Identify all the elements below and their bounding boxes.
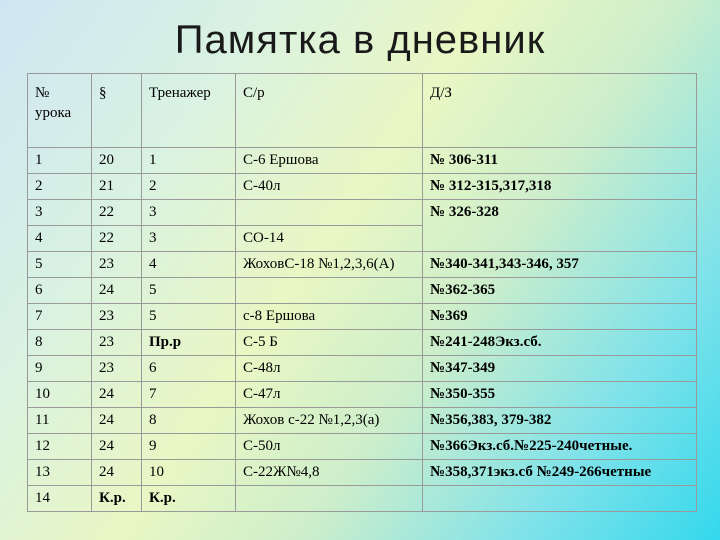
cell-lesson: 5: [28, 252, 92, 278]
cell-paragraph: 23: [92, 252, 142, 278]
table-row: [28, 304, 697, 330]
cell-trainer: 5: [142, 278, 236, 304]
cell-paragraph: 23: [92, 330, 142, 356]
cell-dz: [423, 486, 697, 512]
cell-sr: [236, 200, 423, 226]
table-row: [28, 252, 697, 278]
cell-dz: №369: [423, 304, 697, 330]
page-title: Памятка в дневник: [174, 18, 546, 62]
header-lesson-number-line2: урока: [35, 105, 72, 121]
cell-lesson: 7: [28, 304, 92, 330]
cell-lesson: 11: [28, 408, 92, 434]
cell-trainer: 10: [142, 460, 236, 486]
cell-lesson: 10: [28, 382, 92, 408]
header-lesson-number-line1: №: [35, 85, 50, 101]
cell-dz: №356,383, 379-382: [423, 408, 697, 434]
cell-trainer: 9: [142, 434, 236, 460]
cell-trainer: 3: [142, 200, 236, 226]
table-row: [28, 486, 697, 512]
cell-sr: С-47л: [236, 382, 423, 408]
cell-paragraph: 24: [92, 382, 142, 408]
cell-dz: №366Экз.сб.№225-240четные.: [423, 434, 697, 460]
cell-lesson: 8: [28, 330, 92, 356]
cell-lesson: 1: [28, 148, 92, 174]
cell-sr: ЖоховС-18 №1,2,3,6(А): [236, 252, 423, 278]
cell-paragraph: 22: [92, 200, 142, 226]
table-row: [28, 148, 697, 174]
cell-dz: № 312-315,317,318: [423, 174, 697, 200]
table-row: [28, 200, 697, 226]
cell-paragraph: 22: [92, 226, 142, 252]
cell-paragraph: 24: [92, 434, 142, 460]
table-row: [28, 174, 697, 200]
cell-trainer: К.р.: [142, 486, 236, 512]
cell-lesson: 9: [28, 356, 92, 382]
table-header-row: [28, 74, 697, 148]
table-row: [28, 356, 697, 382]
cell-paragraph: 23: [92, 304, 142, 330]
table-row: [28, 382, 697, 408]
cell-dz: №350-355: [423, 382, 697, 408]
cell-trainer: 4: [142, 252, 236, 278]
cell-dz: №362-365: [423, 278, 697, 304]
header-paragraph: §: [92, 74, 142, 148]
cell-trainer: 5: [142, 304, 236, 330]
cell-lesson: 13: [28, 460, 92, 486]
cell-dz: №340-341,343-346, 357: [423, 252, 697, 278]
table-row: [28, 460, 697, 486]
table-row: [28, 330, 697, 356]
cell-sr: С-50л: [236, 434, 423, 460]
cell-dz: №241-248Экз.сб.: [423, 330, 697, 356]
cell-trainer: 1: [142, 148, 236, 174]
cell-lesson: 6: [28, 278, 92, 304]
cell-sr: с-8 Ершова: [236, 304, 423, 330]
cell-trainer: 6: [142, 356, 236, 382]
header-sr: С/р: [236, 74, 423, 148]
cell-lesson: 2: [28, 174, 92, 200]
cell-sr: Жохов с-22 №1,2,3(а): [236, 408, 423, 434]
cell-dz: №347-349: [423, 356, 697, 382]
cell-lesson: 3: [28, 200, 92, 226]
cell-sr: С-48л: [236, 356, 423, 382]
cell-lesson: 12: [28, 434, 92, 460]
cell-lesson: 4: [28, 226, 92, 252]
cell-sr: [236, 486, 423, 512]
schedule-table: [27, 73, 697, 512]
cell-sr: СО-14: [236, 226, 423, 252]
header-trainer: Тренажер: [142, 74, 236, 148]
cell-paragraph: 20: [92, 148, 142, 174]
table-row: [28, 408, 697, 434]
cell-trainer: 3: [142, 226, 236, 252]
header-dz: Д/З: [423, 74, 697, 148]
cell-dz: №358,371экз.сб №249-266четные: [423, 460, 697, 486]
header-lesson-number: [28, 74, 92, 148]
cell-trainer: 8: [142, 408, 236, 434]
cell-paragraph: 23: [92, 356, 142, 382]
cell-sr: С-40л: [236, 174, 423, 200]
cell-dz: № 326-328: [423, 200, 697, 252]
cell-sr: С-22Ж№4,8: [236, 460, 423, 486]
cell-trainer: 7: [142, 382, 236, 408]
cell-trainer: 2: [142, 174, 236, 200]
cell-paragraph: К.р.: [92, 486, 142, 512]
cell-dz: № 306-311: [423, 148, 697, 174]
cell-sr: С-6 Ершова: [236, 148, 423, 174]
table-row: [28, 434, 697, 460]
cell-paragraph: 24: [92, 408, 142, 434]
cell-paragraph: 21: [92, 174, 142, 200]
cell-paragraph: 24: [92, 278, 142, 304]
table-row: [28, 278, 697, 304]
cell-sr: [236, 278, 423, 304]
cell-sr: С-5 Б: [236, 330, 423, 356]
cell-lesson: 14: [28, 486, 92, 512]
cell-trainer: Пр.р: [142, 330, 236, 356]
cell-paragraph: 24: [92, 460, 142, 486]
